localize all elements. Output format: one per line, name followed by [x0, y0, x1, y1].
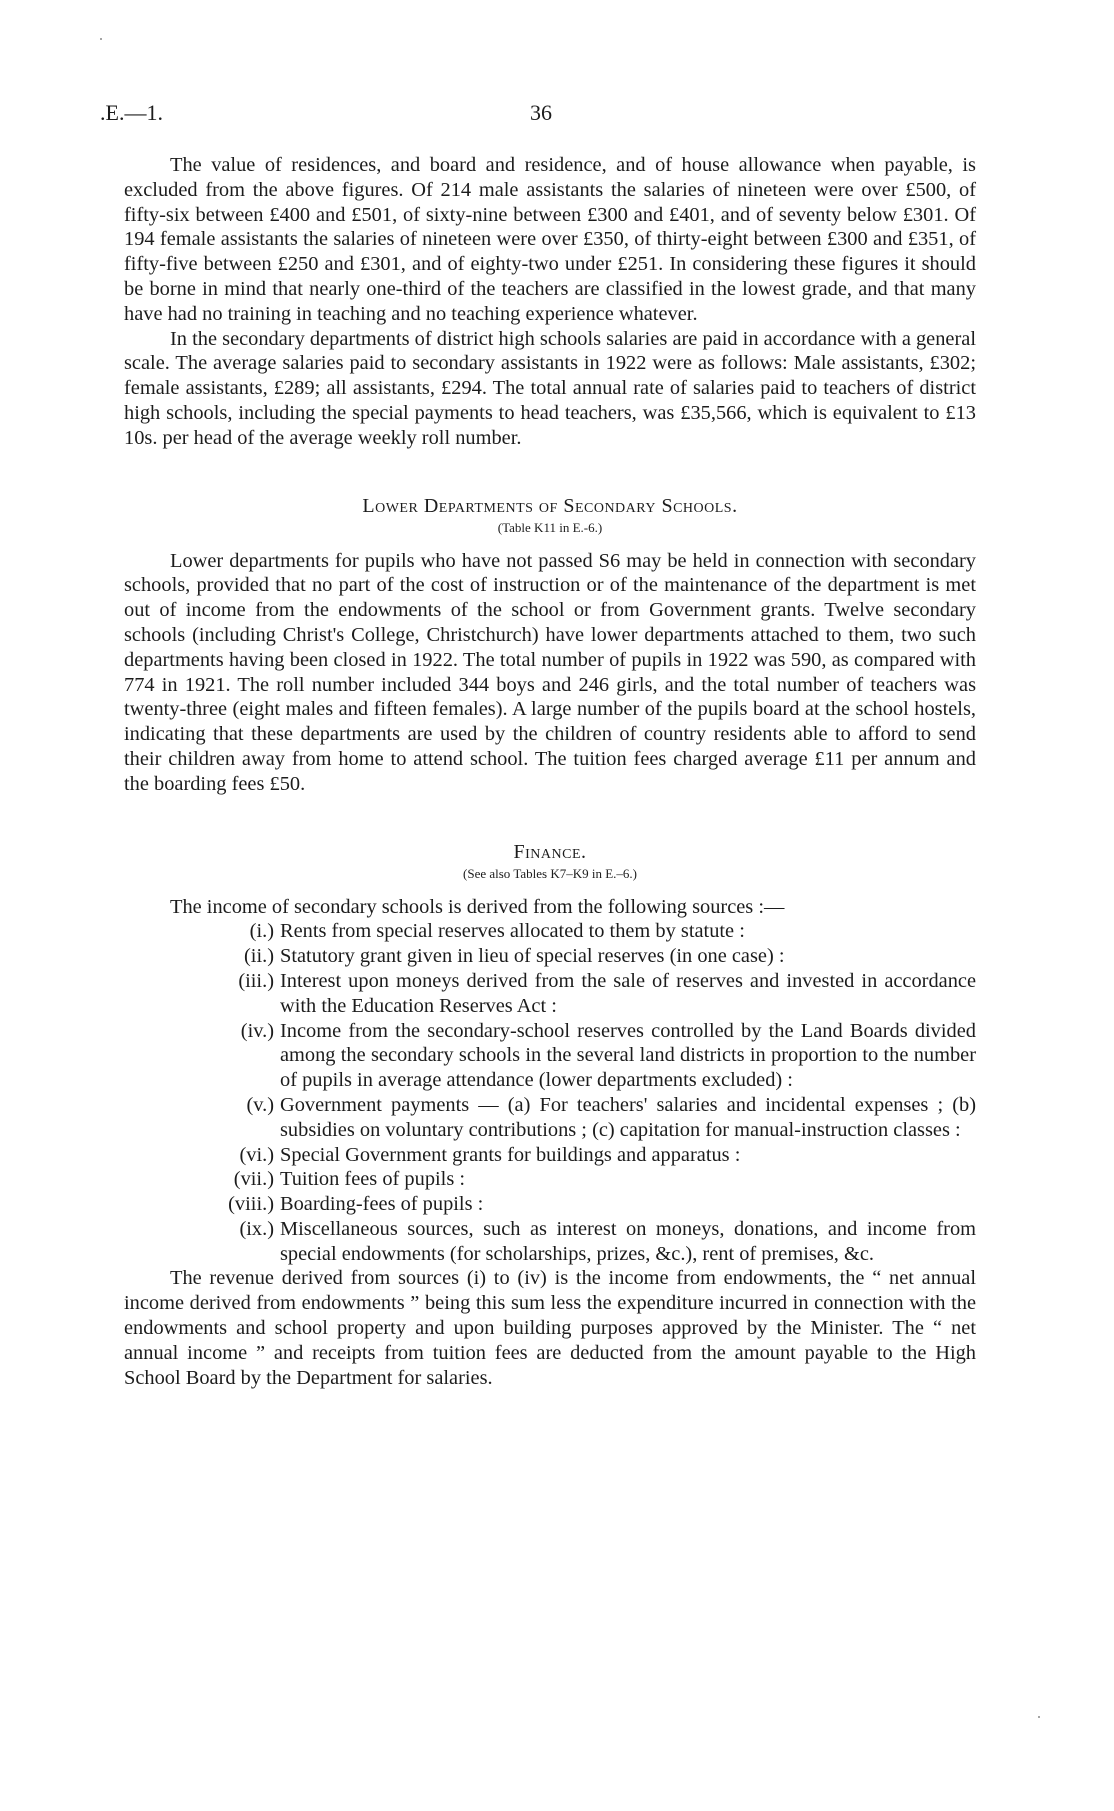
- page-header: [100, 100, 980, 132]
- list-item-text: Special Government grants for buildings and apparatus :: [280, 1143, 741, 1166]
- list-item: [124, 1019, 976, 1093]
- finance-intro: The income of secondary schools is derived from the following sources :—: [170, 895, 785, 918]
- finance-section: [124, 839, 976, 1391]
- lower-departments-paragraph: Lower departments for pupils who have not passed S6 may be held in connection with secondary schools, provided that no part of the cost of instruction or of the maintenance of the department is met out of income from the endowments of the school or from Government grants. Twelve secondary schools (including Christ's College, Christchurch) have lower departments attached to them, two such departments having been closed in 1922. The total number of pupils in 1922 was 590, as compared with 774 in 1921. The roll number included 344 boys and 246 girls, and the total number of teachers was twenty-three (eight males and fifteen females). A large number of the pupils board at the school hostels, indicating that these departments are used by the children of country residents able to afford to send their children away from home to attend school. The tuition fees charged average £11 per annum and the boarding fees £50.: [124, 549, 976, 795]
- list-item-number: (ii.): [243, 945, 274, 968]
- income-sources-list: [124, 919, 976, 1266]
- list-item-text: Boarding-fees of pupils :: [280, 1193, 484, 1216]
- list-item: [124, 1093, 976, 1143]
- list-item: [124, 1167, 976, 1192]
- section-heading: Lower Departments of Secondary Schools.: [362, 494, 738, 517]
- section-subheading: (See also Tables K7–K9 in E.–6.): [463, 865, 637, 881]
- list-item-text: Tuition fees of pupils :: [280, 1168, 466, 1191]
- list-item-number: (vii.): [233, 1168, 274, 1191]
- list-item-number: (viii.): [228, 1193, 274, 1216]
- list-item-text: Government payments — (a) For teachers' salaries and incidental expenses ; (b) subsidies on voluntary contributions ; (c) capitation for manual-instruction classes :: [280, 1093, 976, 1141]
- document-reference: .E.—1.: [100, 100, 163, 125]
- list-item-number: (v.): [246, 1093, 274, 1116]
- list-item-text: Miscellaneous sources, such as interest on moneys, donations, and income from special endowments (for scholarships, prizes, &c.), rent of premises, &c.: [280, 1217, 976, 1265]
- district-high-schools-paragraph: In the secondary departments of district high schools salaries are paid in accordance with a general scale. The average salaries paid to secondary assistants in 1922 were as follows: Male assistants, £302; female assistants, £289; all assistants, £294. The total annual rate of salaries paid to teachers of district high schools, including the special payments to head teachers, was £35,566, which is equivalent to £13 10s. per head of the average weekly roll number.: [124, 327, 976, 449]
- scan-speck: [1038, 1716, 1040, 1718]
- list-item: [124, 919, 976, 944]
- section-subheading: (Table K11 in E.-6.): [497, 519, 603, 535]
- list-item-number: (ix.): [239, 1217, 274, 1240]
- list-item: [124, 969, 976, 1019]
- list-item-number: (iii.): [238, 969, 274, 992]
- list-item: [124, 944, 976, 969]
- list-item: [124, 1217, 976, 1267]
- list-item: [124, 1192, 976, 1217]
- list-item-text: Rents from special reserves allocated to them by statute :: [280, 920, 745, 943]
- page-number: 36: [530, 100, 552, 125]
- list-item-number: (i.): [249, 920, 274, 943]
- list-item-text: Income from the secondary-school reserves controlled by the Land Boards divided among the secondary schools in the several land districts in proportion to the number of pupils in average attendance (lower departments excluded) :: [280, 1019, 976, 1092]
- salaries-paragraph: The value of residences, and board and residence, and of house allowance when payable, is excluded from the above figures. Of 214 male assistants the salaries of nineteen were over £500, of fifty-six between £400 and £501, of sixty-nine between £300 and £401, and of seventy below £301. Of 194 female assistants the salaries of nineteen were over £350, of thirty-eight between £300 and £351, of fifty-five between £250 and £301, and of eighty-two under £251. In considering these figures it should be borne in mind that nearly one-third of the teachers are classified in the lowest grade, and that many have had no training in teaching and no teaching experience whatever.: [124, 154, 976, 325]
- list-item-number: (iv.): [240, 1019, 274, 1042]
- list-item-text: Interest upon moneys derived from the sale of reserves and invested in accordance with the Education Reserves Act :: [280, 969, 976, 1017]
- page-body: [124, 153, 976, 1390]
- scan-speck: [100, 38, 102, 40]
- lower-departments-section: [124, 493, 976, 797]
- list-item-number: (vi.): [239, 1143, 274, 1166]
- section-heading: Finance.: [513, 840, 587, 863]
- finance-closing-paragraph: The revenue derived from sources (i) to (iv) is the income from endowments, the “ net annual income derived from endowments ” being this sum less the expenditure incurred in connection with the endowments and school property and upon building purposes approved by the Minister. The “ net annual income ” and receipts from tuition fees are deducted from the amount payable to the High School Board by the Department for salaries.: [124, 1267, 976, 1389]
- list-item: [124, 1143, 976, 1168]
- list-item-text: Statutory grant given in lieu of special reserves (in one case) :: [280, 945, 785, 968]
